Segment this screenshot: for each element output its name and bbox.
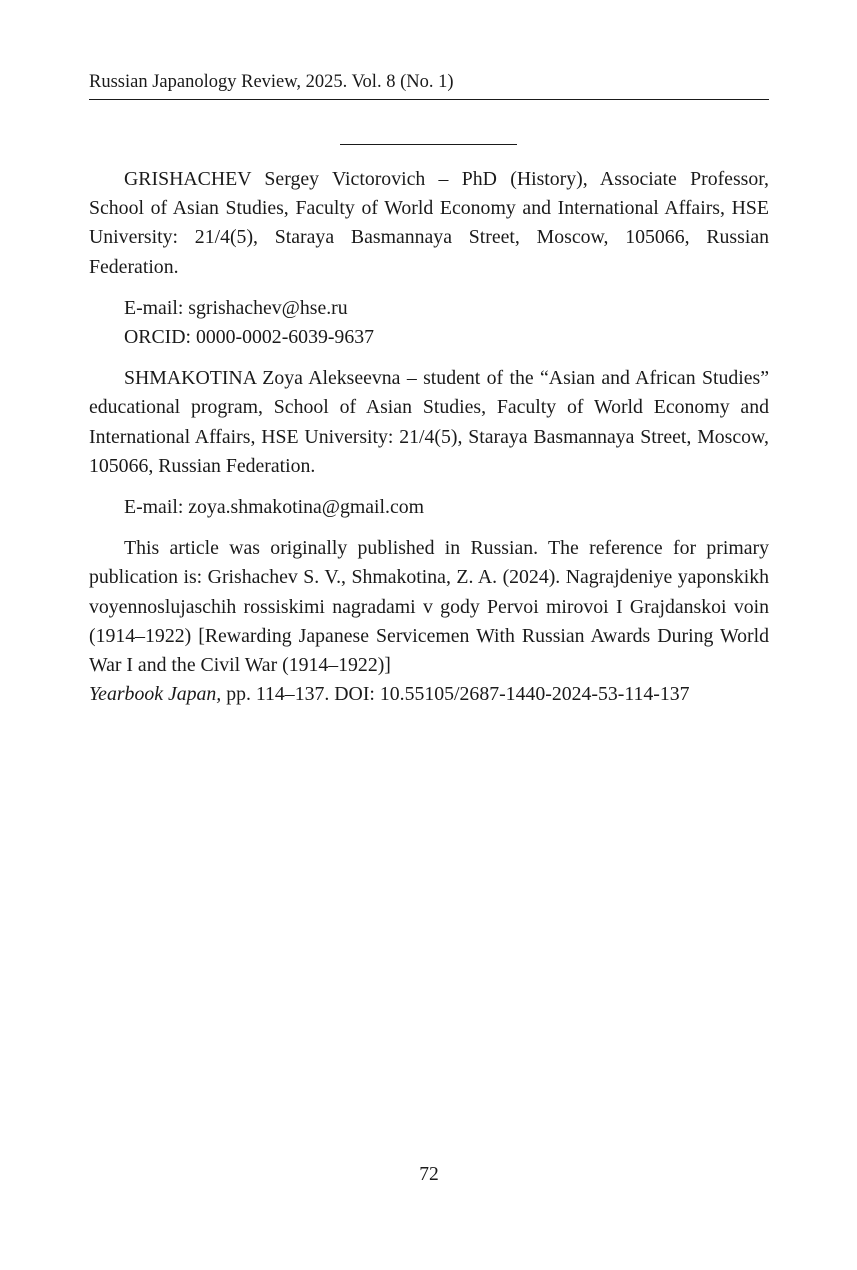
author-contacts-grishachev	[89, 294, 769, 352]
author-orcid-grishachev: ORCID: 0000-0002-6039-9637	[124, 326, 374, 349]
publication-note	[89, 534, 769, 709]
header-rule	[89, 99, 769, 100]
author-contacts-shmakotina	[89, 493, 769, 522]
publication-note-pages-doi: pp. 114–137. DOI: 10.55105/2687-1440-2024-53-114-137	[221, 683, 690, 706]
author-email-shmakotina: E-mail: zoya.shmakotina@gmail.com	[124, 496, 425, 519]
publication-note-journal: Yearbook Japan,	[89, 683, 222, 706]
author-email-grishachev: E-mail: sgrishachev@hse.ru	[124, 296, 348, 319]
page-number: 72	[419, 1164, 439, 1185]
author-bio-shmakotina: SHMAKOTINA Zoya Alekseevna – student of the “Asian and African Studies” educational program, School of Asian Studies, Faculty of World Economy and International Affairs, HSE University: 21/4(5), Staraya Basmannaya Street, Moscow, 105066, Russian Federation.	[89, 367, 769, 477]
author-bio-grishachev: GRISHACHEV Sergey Victorovich – PhD (History), Associate Professor, School of Asian Studies, Faculty of World Economy and International Affairs, HSE University: 21/4(5), Staraya Basmannaya Street, Moscow, 105066, Russian Federation.	[89, 168, 769, 278]
author-information	[89, 165, 769, 709]
journal-page	[89, 0, 769, 1270]
publication-note-reference: This article was originally published in Russian. The reference for primary publication is: Grishachev S. V., Shmakotina, Z. A. (2024). Nagrajdeniye yaponskikh voyennoslujaschih rossiskimi nagradami v gody Pervoi mirovoi I Grajdanskoi voin (1914–1922) [Rewarding Japanese Servicemen With Russian Awards During World War I and the Civil War (1914–1922)]	[89, 537, 769, 677]
section-separator	[340, 144, 517, 145]
running-header: Russian Japanology Review, 2025. Vol. 8 (No. 1)	[89, 72, 454, 92]
